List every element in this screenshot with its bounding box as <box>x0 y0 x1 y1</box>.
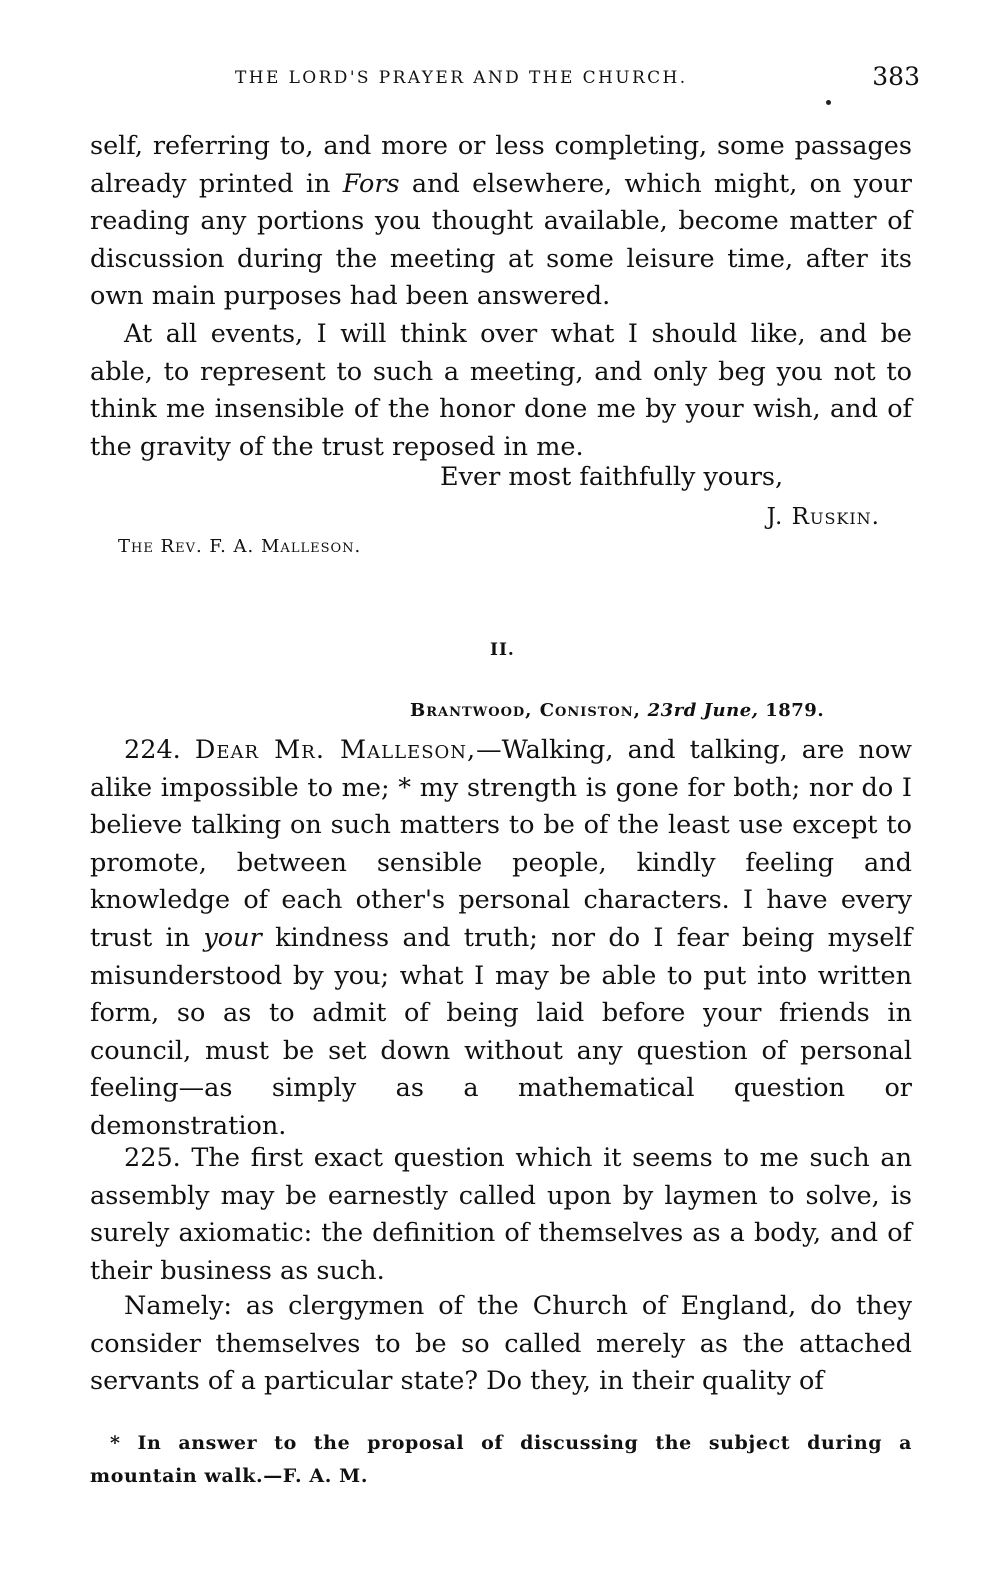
page-header <box>90 62 920 96</box>
paragraph-text: At all events, I will think over what I should like, and be able, to represent to such a meeting, and only beg you not to think me insensible of the honor done me by your wish, and of the gravity of the trust reposed in me. <box>90 319 912 462</box>
ink-dot <box>826 100 831 105</box>
paragraph-text: Namely: as clergymen of the Church of England, do they consider themselves to be so called merely as the attached servants of a particular state? Do they, in their quality of <box>90 1291 912 1397</box>
salutation: Dear Mr. Malleson, <box>194 735 477 765</box>
letter1-paragraph2 <box>90 316 912 466</box>
letter-closing: Ever most faithfully yours, <box>440 462 784 492</box>
paragraph-text: and elsewhere, which might, on your reading any portions you thought available, become matter of discussion during the meeting at some leisure time, after its own main purposes had been answered. <box>90 168 912 312</box>
dateline <box>410 700 824 721</box>
running-title: THE LORD'S PRAYER AND THE CHURCH. <box>235 68 688 88</box>
paragraph-224 <box>90 732 912 1146</box>
dateline-day: 23rd June, <box>647 700 759 721</box>
paragraph-225 <box>90 1140 912 1290</box>
section-number: II. <box>490 640 515 660</box>
addressee: The Rev. F. A. Malleson. <box>118 536 362 557</box>
paragraph-namely <box>90 1288 912 1401</box>
dateline-place: Brantwood, Coniston, <box>410 700 641 721</box>
signature: J. Ruskin. <box>766 504 880 530</box>
dateline-year: 1879. <box>765 700 825 721</box>
footnote-text: * In answer to the proposal of discussing the subject during a mountain walk.—F. A. M. <box>90 1432 912 1487</box>
paragraph-text: self, referring to, and more or less completing, some passages already printed in <box>90 131 912 199</box>
paragraph-text: —Walking, and talking, are now alike impossible to me; * my strength is gone for both; nor do I believe talking on such matters to be of the least use except to promote, between sensible people, kindly feeling and knowledge of each other's personal characters. I have every trust in <box>90 735 913 953</box>
paragraph-text: kindness and truth; nor do I fear being myself misunderstood by you; what I may be able to put into written form, so as to admit of being laid before your friends in council, must be set down without any question of personal feeling—as simply as a mathematical question or demonstration. <box>90 922 913 1141</box>
paragraph-number: 224. <box>124 735 181 765</box>
page-number: 383 <box>872 62 920 91</box>
italic-title: Fors <box>342 168 400 199</box>
italic-emphasis: your <box>203 922 262 953</box>
paragraph-text: 225. The first exact question which it seems to me such an assembly may be earnestly called upon by laymen to solve, is surely axiomatic: the definition of themselves as a body, and of their business as such. <box>90 1143 912 1286</box>
footnote <box>90 1427 912 1493</box>
letter1-paragraph1 <box>90 128 912 316</box>
